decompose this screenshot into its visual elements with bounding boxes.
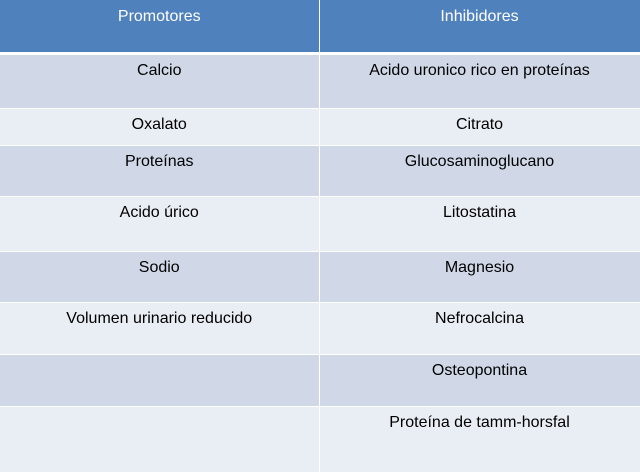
header-promotores: Promotores bbox=[0, 0, 319, 53]
promotor-cell: Sodio bbox=[0, 251, 319, 302]
table-row bbox=[0, 251, 640, 302]
promotor-cell: Calcio bbox=[0, 53, 319, 108]
inhibidor-cell: Litostatina bbox=[319, 196, 640, 251]
table-row bbox=[0, 53, 640, 108]
promotor-cell: Oxalato bbox=[0, 108, 319, 145]
inhibidor-cell: Magnesio bbox=[319, 251, 640, 302]
table-row bbox=[0, 354, 640, 406]
promotor-cell bbox=[0, 354, 319, 406]
header-inhibidores: Inhibidores bbox=[319, 0, 640, 53]
header-row bbox=[0, 0, 640, 53]
inhibidor-cell: Citrato bbox=[319, 108, 640, 145]
table-row bbox=[0, 406, 640, 472]
inhibidor-cell: Acido uronico rico en proteínas bbox=[319, 53, 640, 108]
promotor-cell: Volumen urinario reducido bbox=[0, 302, 319, 354]
table-row bbox=[0, 145, 640, 196]
promotor-cell bbox=[0, 406, 319, 472]
table-row bbox=[0, 108, 640, 145]
promotor-cell: Acido úrico bbox=[0, 196, 319, 251]
inhibidor-cell: Glucosaminoglucano bbox=[319, 145, 640, 196]
inhibidor-cell: Nefrocalcina bbox=[319, 302, 640, 354]
inhibidor-cell: Osteopontina bbox=[319, 354, 640, 406]
table-row bbox=[0, 196, 640, 251]
table-row bbox=[0, 302, 640, 354]
inhibidor-cell: Proteína de tamm-horsfal bbox=[319, 406, 640, 472]
promotor-cell: Proteínas bbox=[0, 145, 319, 196]
